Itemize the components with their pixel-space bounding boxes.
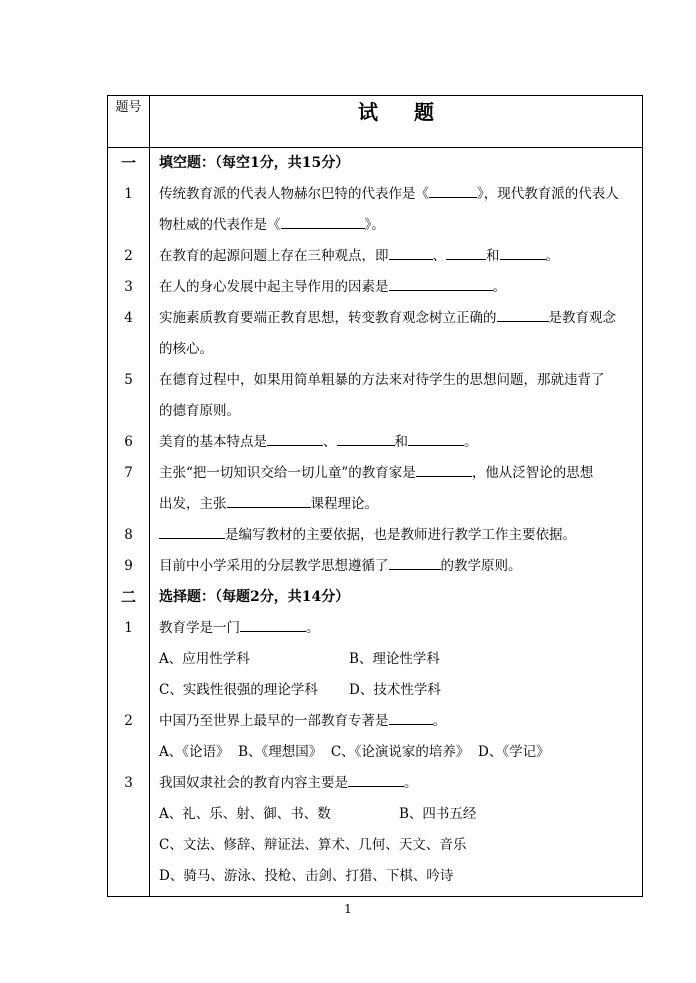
- header-num-label: 题号: [108, 96, 150, 148]
- question-text-part: 的教学原则。: [440, 558, 522, 574]
- question-text: [159, 241, 642, 272]
- option-a: A、应用性学科: [159, 651, 250, 667]
- answer-blank: [446, 244, 486, 260]
- question-text: [159, 489, 642, 520]
- answer-blank: [500, 244, 546, 260]
- question-row: [108, 272, 643, 303]
- question-text: [159, 303, 642, 334]
- option-c: C、文法、修辞、辩证法、算术、几何、天文、音乐: [159, 837, 467, 853]
- answer-blank: [227, 492, 311, 508]
- question-number: 9: [124, 558, 133, 574]
- question-text-part: 在教育的起源问题上存在三种观点，即: [159, 248, 389, 264]
- exam-table: [107, 95, 643, 897]
- question-text-part: 我国奴隶社会的教育内容主要是: [159, 775, 348, 791]
- question-text: [159, 613, 642, 644]
- table-header-row: [108, 96, 643, 148]
- option-line: A、《论语》 B、《理想国》 C、《论演说家的培养》 D、《学记》: [159, 744, 550, 760]
- question-row: [108, 179, 643, 241]
- question-text: [159, 551, 642, 582]
- answer-blank: [416, 461, 472, 477]
- question-row: [108, 768, 643, 897]
- answer-blank: [348, 771, 404, 787]
- question-text-part: 中国乃至世界上最早的一部教育专著是: [159, 713, 389, 729]
- question-text-part: 是编写教材的主要依据，也是教师进行教学工作主要依据。: [225, 527, 576, 543]
- question-text-part: 是教育观念: [548, 310, 616, 326]
- section-title: 填空题：（每空1分，共15分）: [159, 155, 350, 171]
- option-b: B、理论性学科: [349, 651, 440, 667]
- question-text-part: 》。: [364, 217, 385, 233]
- option-c: C、实践性很强的理论学科: [159, 682, 318, 698]
- question-text-part: 和: [486, 248, 500, 264]
- option-line: [159, 799, 642, 830]
- question-text-part: 美育的基本特点是: [159, 434, 267, 450]
- section-number: 一: [120, 154, 136, 172]
- question-number: 2: [124, 248, 133, 264]
- answer-blank: [429, 182, 477, 198]
- answer-blank: [389, 244, 433, 260]
- question-number: 2: [124, 713, 133, 729]
- answer-blank: [389, 275, 493, 291]
- question-text-part: 和: [394, 434, 408, 450]
- section-number: 二: [120, 588, 136, 606]
- question-text-part: 。: [464, 434, 478, 450]
- question-number: 7: [124, 465, 133, 481]
- option-d: D、技术性学科: [349, 682, 441, 698]
- question-text-part: 。: [306, 620, 320, 636]
- question-text-part: 。: [432, 713, 446, 729]
- section-row: [108, 582, 643, 613]
- section-title: 选择题：（每题2分，共14分）: [159, 589, 350, 605]
- question-number: 6: [124, 434, 133, 450]
- option-a: A、礼、乐、射、御、书、数: [159, 806, 331, 822]
- answer-blank: [267, 430, 323, 446]
- answer-blank: [389, 554, 441, 570]
- question-text-part: 在人的身心发展中起主导作用的因素是: [159, 279, 389, 295]
- answer-blank: [281, 213, 365, 229]
- question-text-part: 。: [404, 775, 418, 791]
- question-row: [108, 427, 643, 458]
- answer-blank: [497, 306, 549, 322]
- answer-blank: [389, 709, 433, 725]
- question-text: [159, 179, 642, 210]
- question-row: [108, 613, 643, 706]
- question-text-part: 、: [432, 248, 446, 264]
- question-text-part: 教育学是一门: [159, 620, 240, 636]
- answer-blank: [159, 523, 225, 539]
- question-text-part: 课程理论。: [310, 496, 378, 512]
- question-row: [108, 303, 643, 365]
- question-number: 1: [124, 186, 133, 202]
- question-text: 在德育过程中，如果用简单粗暴的方法来对待学生的思想问题，那就违背了: [159, 372, 605, 388]
- answer-blank: [337, 430, 395, 446]
- question-text-part: 、: [323, 434, 337, 450]
- question-number: 8: [124, 527, 133, 543]
- question-number: 5: [124, 372, 133, 388]
- question-row: [108, 520, 643, 551]
- question-text-part: 实施素质教育要端正教育思想，转变教育观念树立正确的: [159, 310, 497, 326]
- question-number: 4: [124, 310, 133, 326]
- question-row: [108, 551, 643, 582]
- question-text: [159, 272, 642, 303]
- header-title: 试题: [150, 96, 643, 148]
- question-number: 3: [124, 775, 133, 791]
- question-number: 1: [124, 620, 133, 636]
- question-row: [108, 706, 643, 768]
- answer-blank: [240, 616, 306, 632]
- page-number: 1: [344, 902, 352, 916]
- answer-blank: [408, 430, 464, 446]
- question-text-part: 》，现代教育派的代表人: [477, 186, 619, 202]
- question-text-part: 主张“把一切知识交给一切儿童”的教育家是: [159, 465, 416, 481]
- question-text: [159, 210, 642, 241]
- question-text-part: 出发，主张: [159, 496, 227, 512]
- question-text: [159, 427, 642, 458]
- option-d: D、骑马、游泳、投枪、击剑、打猎、下棋、吟诗: [159, 868, 454, 884]
- question-text: 的核心。: [159, 341, 213, 357]
- question-row: [108, 241, 643, 272]
- question-row: [108, 458, 643, 520]
- question-text-part: ，他从泛智论的思想: [471, 465, 594, 481]
- question-text: [159, 458, 642, 489]
- question-text-part: 物杜威的代表作是《: [159, 217, 281, 233]
- section-row: [108, 148, 643, 180]
- option-b: B、四书五经: [399, 806, 477, 822]
- question-text: 的德育原则。: [159, 403, 240, 419]
- question-row: [108, 365, 643, 427]
- question-text: [159, 706, 642, 737]
- option-line: [159, 675, 642, 706]
- question-text-part: 。: [492, 279, 506, 295]
- question-text-part: 目前中小学采用的分层教学思想遵循了: [159, 558, 389, 574]
- question-text-part: 。: [545, 248, 559, 264]
- option-line: [159, 644, 642, 675]
- question-text-part: 传统教育派的代表人物赫尔巴特的代表作是《: [159, 186, 429, 202]
- question-text: [159, 520, 642, 551]
- question-text: [159, 768, 642, 799]
- question-number: 3: [124, 279, 133, 295]
